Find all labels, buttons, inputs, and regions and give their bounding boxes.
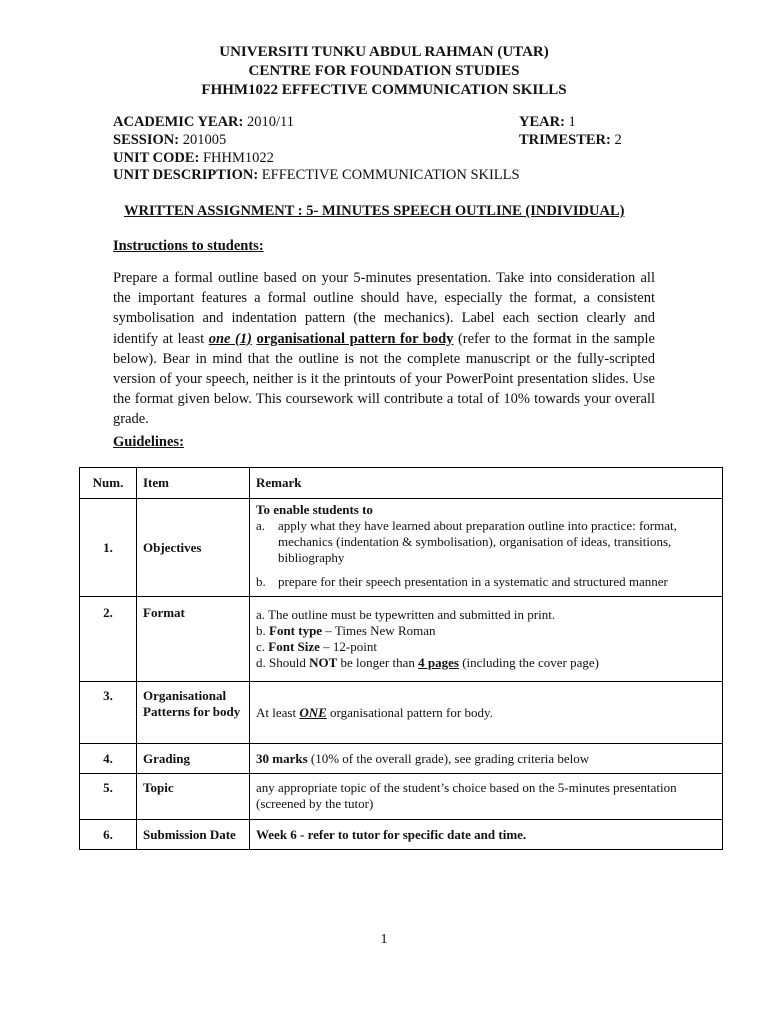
row-remark <box>250 682 723 744</box>
academic-year-label: ACADEMIC YEAR: <box>113 114 244 130</box>
row-item: Objectives <box>137 499 250 597</box>
unit-code-value: FHHM1022 <box>202 150 274 166</box>
row-item: Organisational Patterns for body <box>137 682 250 744</box>
remark-lead: To enable students to <box>256 502 373 517</box>
column-header-remark: Remark <box>250 468 723 499</box>
grading-bold: 30 marks <box>256 750 308 766</box>
row-num: 1. <box>80 499 137 597</box>
trimester-label: TRIMESTER: <box>519 132 611 148</box>
column-header-num: Num. <box>80 468 137 499</box>
trimester-value: 2 <box>614 132 622 148</box>
row-num: 5. <box>80 774 137 820</box>
row-item: Topic <box>137 774 250 820</box>
format-d-mid: be longer than <box>337 655 419 670</box>
page-number: 1 <box>380 932 388 947</box>
column-header-item: Item <box>137 468 250 499</box>
row-remark <box>250 820 723 850</box>
instructions-bold-underline: organisational pattern for body <box>256 330 454 347</box>
table-row <box>80 774 723 820</box>
format-c-prefix: c. <box>256 639 269 654</box>
guidelines-heading: Guidelines: <box>113 434 184 450</box>
trimester <box>519 132 622 149</box>
year <box>519 114 576 131</box>
grading-rest: (10% of the overall grade), see grading criteria below <box>307 750 590 766</box>
pattern-prefix: At least <box>256 704 300 720</box>
row-num: 2. <box>80 597 137 682</box>
format-c-bold: Font Size <box>268 639 320 654</box>
unit-description-label: UNIT DESCRIPTION: <box>113 167 259 183</box>
centre-name: CENTRE FOR FOUNDATION STUDIES <box>248 63 520 79</box>
row-remark: any appropriate topic of the student’s choice based on the 5-minutes presentation (screened by the tutor) <box>250 774 723 820</box>
format-d-prefix: d. Should <box>256 655 310 670</box>
row-remark <box>250 499 723 597</box>
format-b-bold: Font type <box>269 623 323 638</box>
session-label: SESSION: <box>113 132 180 148</box>
guidelines-table <box>79 467 723 850</box>
format-d-rest: (including the cover page) <box>458 655 600 670</box>
instructions-text-after: (refer to the format in the sample below). Bear in mind that the outline is not the complete manuscript or the fully-scripted version of your speech, neither is it the printouts of your PowerPoint presentation slides. Use the format given below. This coursework will contribute a total of 10% towards your overall grade. <box>113 330 655 428</box>
session-value: 201005 <box>182 132 227 148</box>
table-header-row <box>80 468 723 499</box>
pattern-emphasis: ONE <box>299 704 327 720</box>
table-row <box>80 820 723 850</box>
course-title: FHHM1022 EFFECTIVE COMMUNICATION SKILLS <box>201 82 567 98</box>
format-line-c <box>256 639 716 655</box>
table-row <box>80 744 723 774</box>
row-num: 4. <box>80 744 137 774</box>
row-num: 3. <box>80 682 137 744</box>
list-item <box>256 574 716 590</box>
row-num: 6. <box>80 820 137 850</box>
list-marker: b. <box>256 574 266 589</box>
table-row <box>80 682 723 744</box>
list-spacer <box>256 566 716 574</box>
format-line-a: a. The outline must be typewritten and submitted in print. <box>256 607 556 622</box>
list-text: prepare for their speech presentation in a systematic and structured manner <box>278 574 668 589</box>
format-d-bold: NOT <box>309 655 338 670</box>
list-text: apply what they have learned about preparation outline into practice: format, mechanics (indentation & symbolisation), organisation of ideas, transitions, bibliography <box>278 518 677 565</box>
assignment-title: WRITTEN ASSIGNMENT : 5- MINUTES SPEECH OUTLINE (INDIVIDUAL) <box>124 203 625 219</box>
instructions-emphasis: one (1) <box>208 330 252 347</box>
row-remark <box>250 597 723 682</box>
row-item: Format <box>137 597 250 682</box>
submission-bold: Week 6 - refer to tutor for specific date and time. <box>256 826 527 842</box>
list-marker: a. <box>256 518 266 533</box>
unit-code-label: UNIT CODE: <box>113 150 200 166</box>
academic-year <box>113 114 294 131</box>
unit-code <box>113 150 274 167</box>
row-remark <box>250 744 723 774</box>
list-item <box>256 518 716 566</box>
format-line-b <box>256 623 716 639</box>
instructions-text-before: Prepare a formal outline based on your 5-minutes presentation. Take into consideration all the important features a formal outline should have, especially the format, a consistent symbolisation and indentation pattern (the mechanics). Label each section clearly and identify at least <box>113 270 655 347</box>
format-b-rest: – Times New Roman <box>322 623 436 638</box>
academic-year-value: 2010/11 <box>246 114 294 130</box>
university-name: UNIVERSITI TUNKU ABDUL RAHMAN (UTAR) <box>219 44 549 60</box>
format-c-rest: – 12-point <box>319 639 377 654</box>
instructions-paragraph <box>113 268 655 430</box>
unit-description <box>113 167 520 184</box>
year-value: 1 <box>568 114 576 130</box>
row-item: Submission Date <box>137 820 250 850</box>
session <box>113 132 226 149</box>
format-d-bold-underline: 4 pages <box>418 655 459 670</box>
unit-description-value: EFFECTIVE COMMUNICATION SKILLS <box>261 167 520 183</box>
row-item: Grading <box>137 744 250 774</box>
format-line-d <box>256 655 716 671</box>
table-row <box>80 499 723 597</box>
objectives-list <box>256 518 716 590</box>
table-row <box>80 597 723 682</box>
format-b-prefix: b. <box>256 623 269 638</box>
instructions-heading: Instructions to students: <box>113 238 264 254</box>
year-label: YEAR: <box>519 114 565 130</box>
pattern-rest: organisational pattern for body. <box>326 704 493 720</box>
